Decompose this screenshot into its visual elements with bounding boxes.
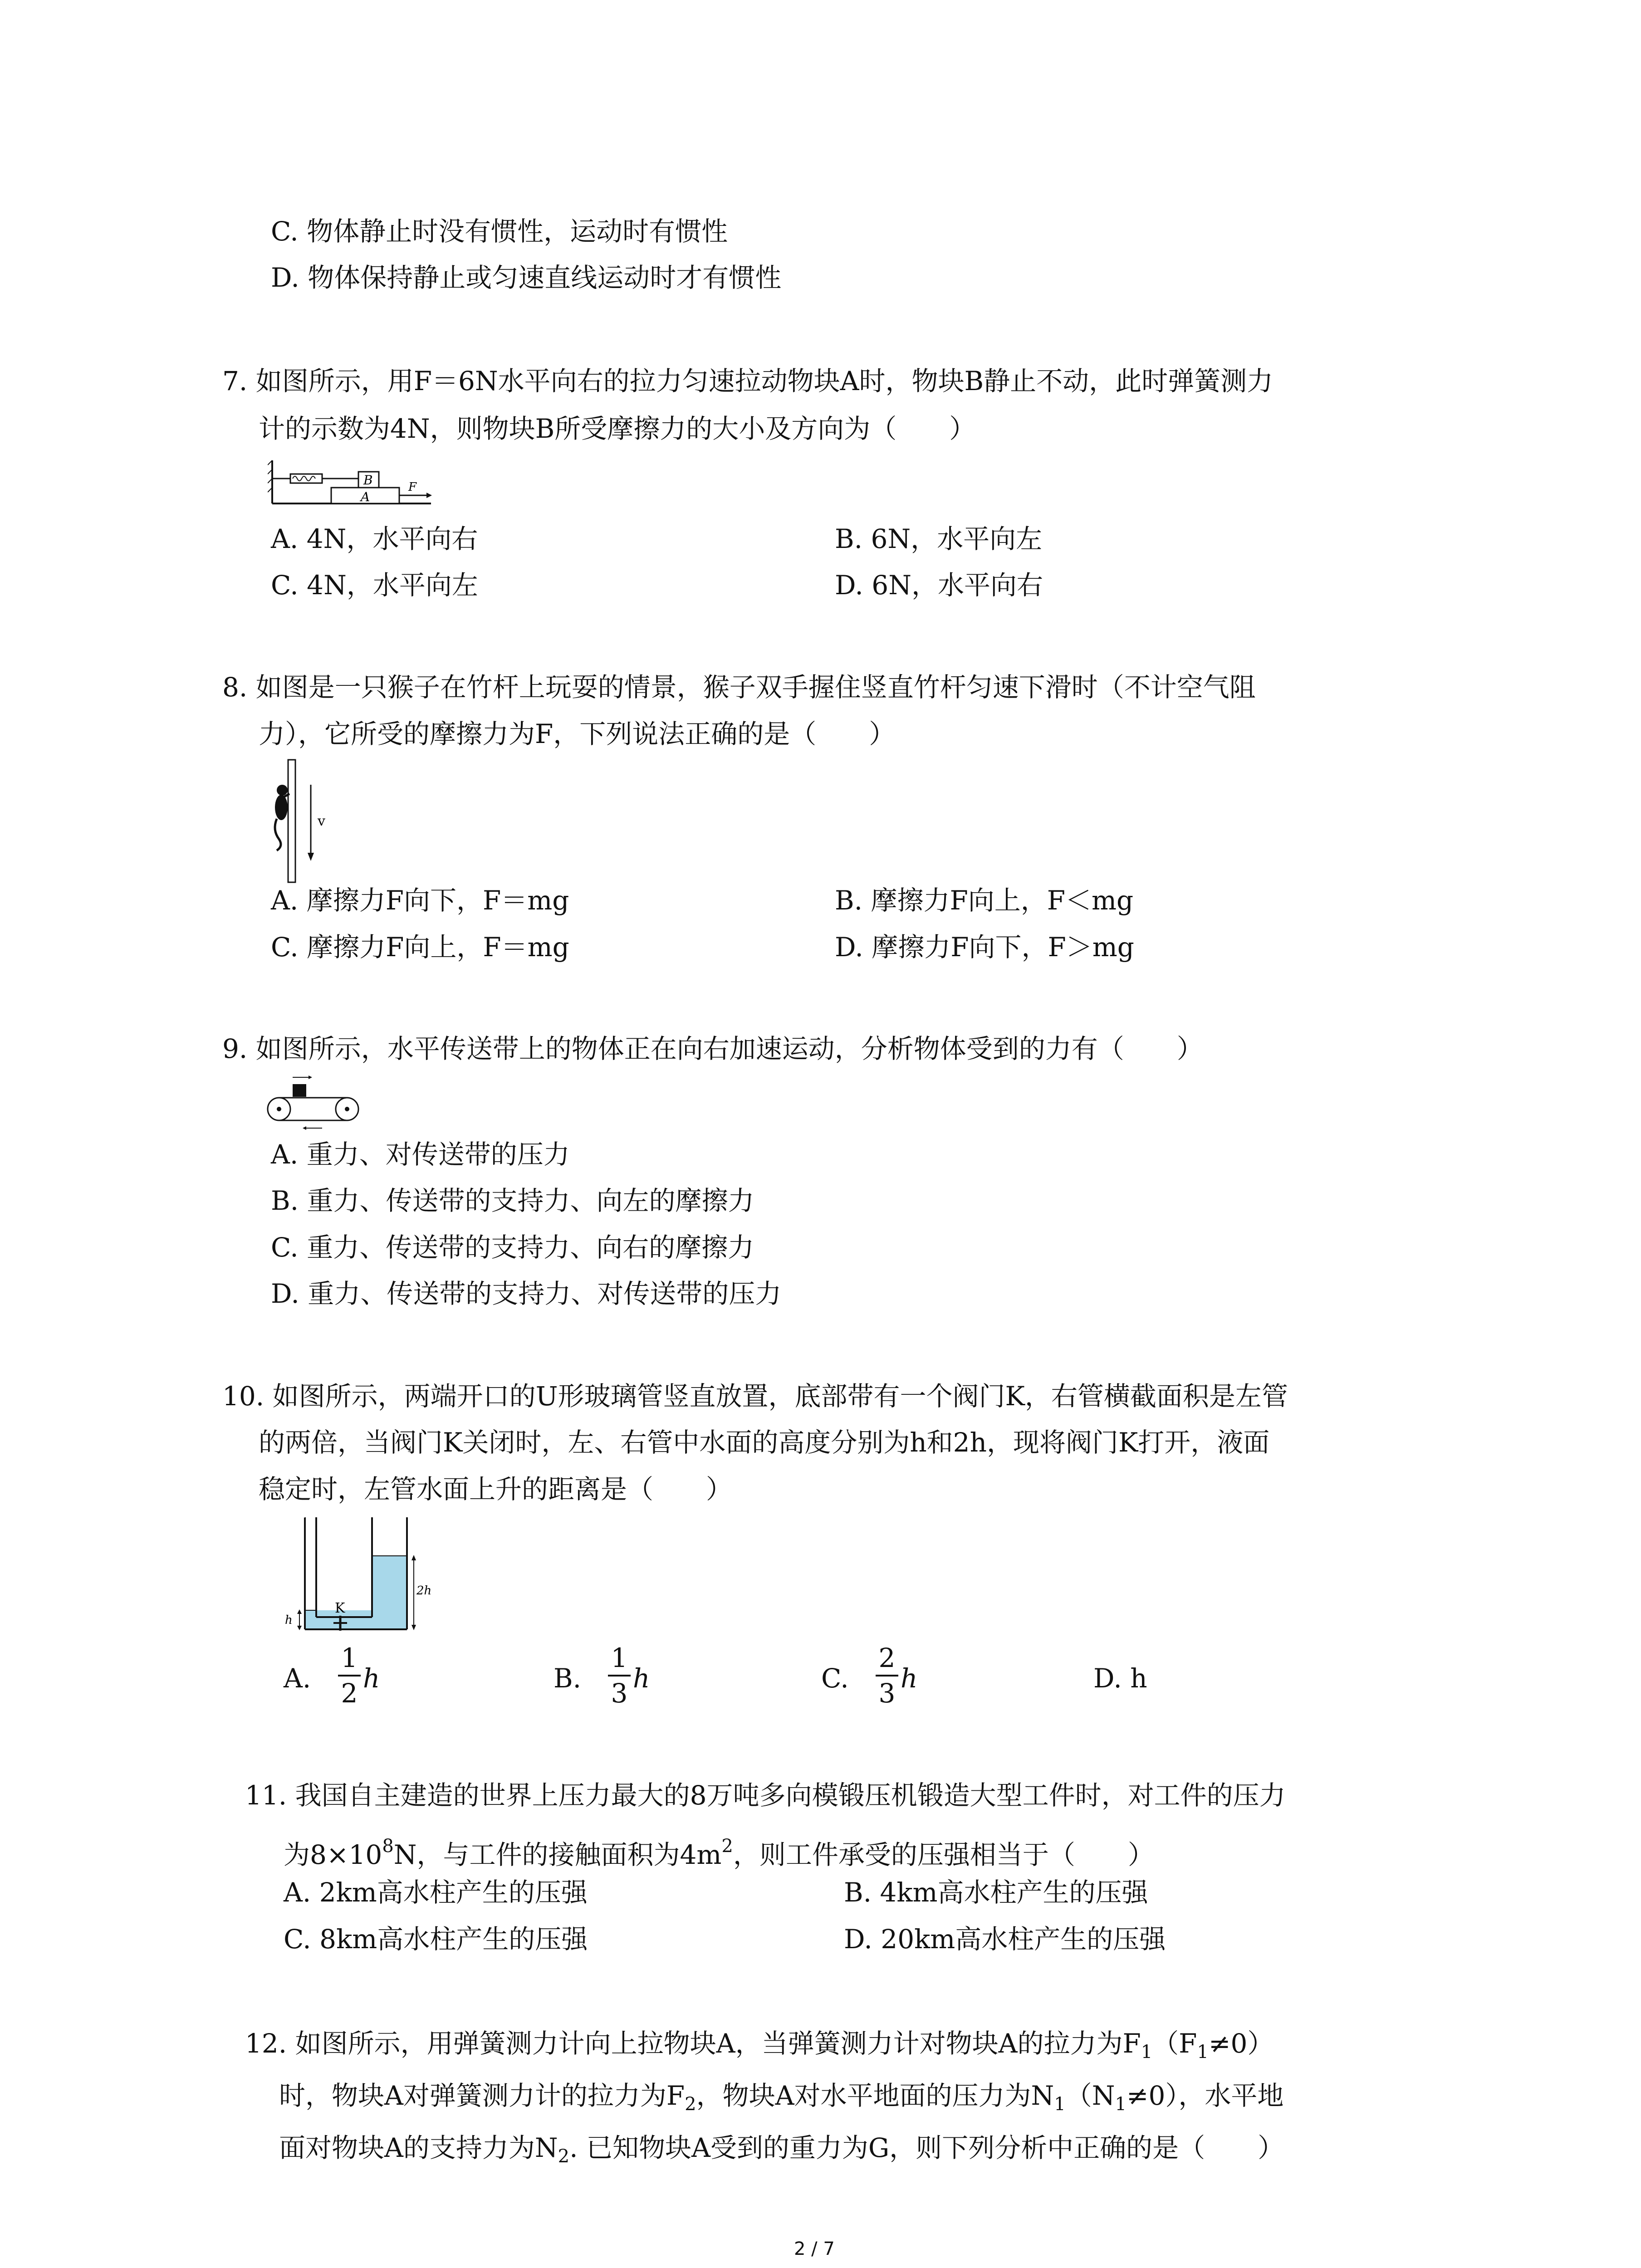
q10-fig-label-h: h [285,1613,293,1627]
q10-option-c-denominator: 3 [878,1678,896,1709]
q10-option-b-var: h [633,1663,650,1694]
q11-stem-line2 [284,1828,1154,1873]
q10-option-a-label: A. [284,1663,311,1694]
q9-option-b: B. 重力、传送带的支持力、向左的摩擦力 [271,1185,754,1216]
q8-stem-line1: 8. 如图是一只猴子在竹杆上玩耍的情景，猴子双手握住竖直竹杆匀速下滑时（不计空气阻 [222,672,1256,703]
q8-option-b: B. 摩擦力F向上，F＜mg [835,885,1134,916]
q11-stem-line1: 11. 我国自主建造的世界上压力最大的8万吨多向模锻压机锻造大型工件时，对工件的压力 [245,1780,1286,1811]
q10-option-b-fraction [608,1642,631,1709]
q11-line2-exponent2: 2 [721,1836,733,1857]
q10-option-b-label: B. [554,1663,582,1694]
q7-option-d: D. 6N，水平向右 [835,570,1043,601]
q12-stem-line1: 12. 如图所示，用弹簧测力计向上拉物块A，当弹簧测力计对物块A的拉力为$F_1(F_1\ne 0)$ [245,2028,1274,2063]
q10-option-c-var: h [901,1663,918,1694]
q9-stem-line1: 9. 如图所示，水平传送带上的物体正在向右加速运动，分析物体受到的力有（ ） [222,1033,1203,1064]
q8-option-c: C. 摩擦力F向上，F＝mg [271,932,569,963]
q12-stem-line2: 时，物块A对弹簧测力计的拉力为$F_2$，物块A对水平地面的压力为$N_1(N_1\ne 0)$，水平地 [279,2080,1284,2115]
q7-option-c: C. 4N，水平向左 [271,570,478,601]
q10-option-a-fraction [338,1642,361,1709]
q10-option-a-denominator: 2 [341,1678,358,1709]
q10-option-c-fraction [876,1642,898,1709]
q11-line2-mid: N，与工件的接触面积为4m [393,1839,722,1870]
q7-option-a: A. 4N，水平向右 [271,523,478,554]
q10-option-a-numerator: 1 [341,1642,358,1673]
q11-option-a: A. 2km高水柱产生的压强 [284,1877,588,1908]
q7-option-b: B. 6N，水平向左 [835,523,1043,554]
q6-option-c: C. 物体静止时没有惯性，运动时有惯性 [271,216,728,247]
q10-option-c-label: C. [821,1663,849,1694]
q10-fig-label-k: K [335,1600,345,1616]
q10-option-b-numerator: 1 [611,1642,628,1673]
q7-stem-line1: 7. 如图所示，用F＝6N水平向右的拉力匀速拉动物块A时，物块B静止不动，此时弹簧测力 [222,366,1274,396]
q8-fig-label-v: v [318,813,325,829]
q11-line2-pre: 为8×10 [284,1839,382,1870]
q11-option-b: B. 4km高水柱产生的压强 [844,1877,1148,1908]
q8-option-d: D. 摩擦力F向下，F＞mg [835,932,1134,963]
q12-stem-line3: 面对物块A的支持力为$N_2$. 已知物块A受到的重力为G，则下列分析中正确的是（ ） [279,2132,1284,2167]
q10-stem-line2: 的两倍，当阀门K关闭时，左、右管中水面的高度分别为h和2h，现将阀门K打开，液面 [259,1427,1270,1458]
q7-fig-label-b: B [363,473,373,488]
q10-fig-label-2h: 2h [416,1584,432,1598]
q7-stem-line2: 计的示数为4N，则物块B所受摩擦力的大小及方向为（ ） [259,413,976,444]
q10-stem-line3: 稳定时，左管水面上升的距离是（ ） [259,1474,733,1505]
q7-spring-scale-figure [268,458,440,508]
q9-option-c: C. 重力、传送带的支持力、向右的摩擦力 [271,1232,754,1263]
q10-stem-line1: 10. 如图所示，两端开口的U形玻璃管竖直放置，底部带有一个阀门K，右管横截面积是左管 [222,1381,1288,1412]
q10-option-b-denominator: 3 [611,1678,628,1709]
q11-line2-exponent: 8 [382,1836,394,1857]
q10-option-a-var: h [363,1663,380,1694]
q11-option-c: C. 8km高水柱产生的压强 [284,1924,588,1955]
page-number: 2 / 7 [794,2239,835,2259]
q7-fig-label-a: A [361,489,370,504]
q8-monkey-pole-figure [263,758,354,885]
q10-option-c-numerator: 2 [878,1642,896,1673]
q9-option-d: D. 重力、传送带的支持力、对传送带的压力 [271,1278,782,1309]
q6-option-d: D. 物体保持静止或匀速直线运动时才有惯性 [271,262,782,293]
q9-option-a: A. 重力、对传送带的压力 [271,1139,570,1170]
q7-fig-label-f: F [408,480,417,494]
q9-conveyor-belt-figure [265,1073,370,1132]
q8-stem-line2: 力），它所受的摩擦力为F，下列说法正确的是（ ） [259,719,896,749]
q11-line2-post: ，则工件承受的压强相当于（ ） [733,1839,1154,1870]
q11-option-d: D. 20km高水柱产生的压强 [844,1924,1166,1955]
q8-option-a: A. 摩擦力F向下，F＝mg [271,885,569,916]
q10-u-tube-figure [281,1515,436,1651]
q10-option-d: D. h [1093,1663,1147,1694]
